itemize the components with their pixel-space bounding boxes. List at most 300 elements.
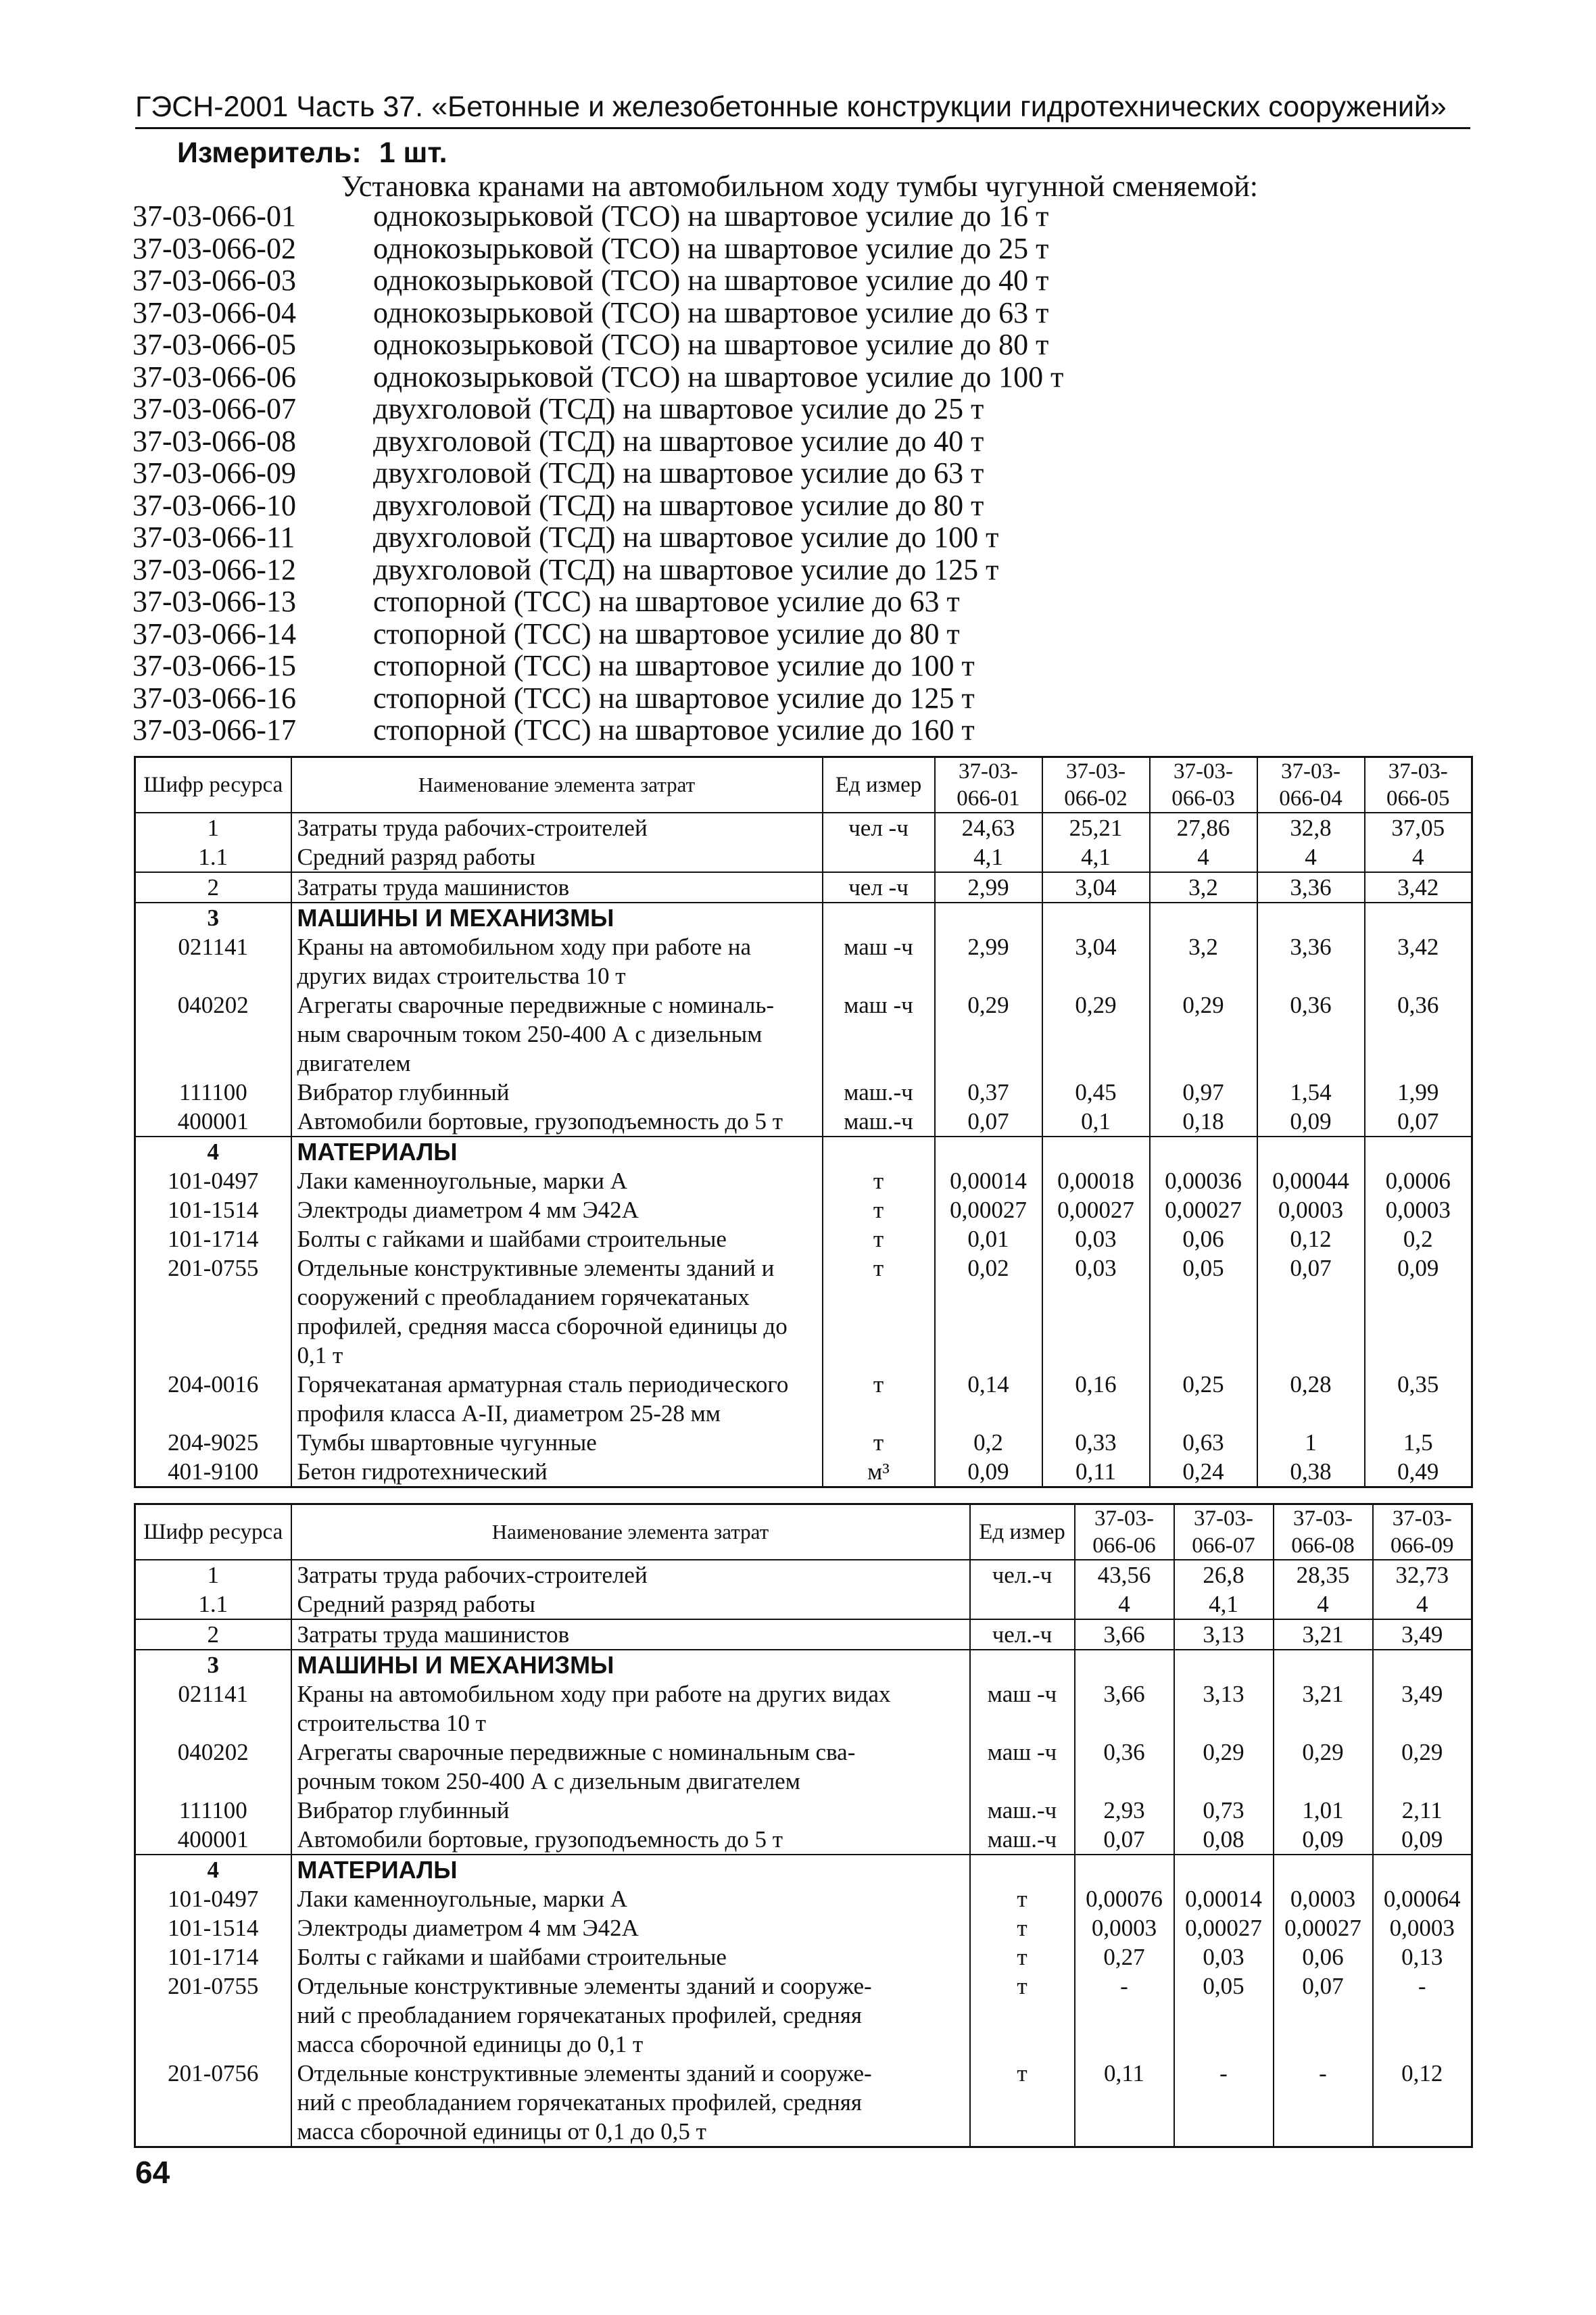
norm-value: 0,14 [935,1370,1042,1428]
work-code-row [132,586,1451,618]
work-description: однокозырьковой (ТСО) на швартовое усилие до 100 т [373,360,1064,393]
norm-value: 1,01 [1274,1796,1373,1825]
norm-value: 28,35 [1274,1560,1373,1590]
name-line: Лаки каменноугольные, марки А [297,1168,628,1194]
work-description: однокозырьковой (ТСО) на швартовое усилие до 80 т [373,328,1049,361]
norm-value: 3,2 [1150,932,1257,991]
norm-value: 4 [1365,842,1472,872]
work-description: двухголовой (ТСД) на швартовое усилие до 40 т [373,424,984,458]
norm-value [935,903,1042,932]
norm-value: 2,93 [1075,1796,1174,1825]
resource-row [135,842,1472,872]
norm-value [1274,1650,1373,1679]
resource-row [135,1619,1472,1650]
name-line: Горячекатаная арматурная сталь периодического [297,1371,789,1398]
resource-row [135,1796,1472,1825]
norm-value: 3,66 [1075,1619,1174,1650]
work-code-row [132,457,1451,490]
norm-value: 1,54 [1257,1078,1365,1107]
cost-element-name [291,1972,970,2059]
name-line: Агрегаты сварочные передвижные с номиналь- [297,992,775,1018]
header-norm-code-line: 37-03- [1066,759,1126,784]
norm-value [1042,1137,1150,1166]
unit-of-measure: т [823,1224,935,1254]
resource-code: 2 [135,1619,291,1650]
norm-value: 0,29 [935,991,1042,1078]
unit-of-measure: т [970,1884,1075,1913]
norm-value [1075,1650,1174,1679]
norm-value [1075,1855,1174,1884]
norm-value: 3,36 [1257,872,1365,903]
header-resource-code: Шифр ресурса [135,1504,291,1560]
norm-value: 0,03 [1042,1224,1150,1254]
norm-value: 0,29 [1042,991,1150,1078]
norm-value: 0,09 [935,1457,1042,1487]
norm-value [1373,1855,1472,1884]
resource-code: 400001 [135,1107,291,1137]
norm-value [1274,1855,1373,1884]
header-norm-code-line: 37-03- [1388,759,1448,784]
work-intro: Установка кранами на автомобильном ходу тумбы чугунной сменяемой: [341,170,1259,203]
norm-value: 4 [1150,842,1257,872]
norm-value: 0,29 [1274,1738,1373,1796]
name-line: Лаки каменноугольные, марки А [297,1886,628,1912]
header-cost-element: Наименование элемента затрат [291,757,823,813]
norm-value: 0,00044 [1257,1166,1365,1195]
resource-row [135,1078,1472,1107]
name-line: Отдельные конструктивные элементы зданий и сооруже- [297,1973,872,1999]
norm-value: 0,07 [935,1107,1042,1137]
work-code: 37-03-066-14 [132,617,296,650]
header-norm-code [935,757,1042,813]
cost-element-name [291,872,823,903]
norm-value [1174,1855,1274,1884]
name-line: Вибратор глубинный [297,1079,510,1105]
norm-value: 0,24 [1150,1457,1257,1487]
norm-value: 0,29 [1373,1738,1472,1796]
work-description: двухголовой (ТСД) на швартовое усилие до 25 т [373,392,984,425]
norm-value: 0,00014 [1174,1884,1274,1913]
work-code-row [132,425,1451,458]
work-code: 37-03-066-13 [132,585,296,618]
resource-row [135,1370,1472,1428]
resource-code: 204-9025 [135,1428,291,1457]
name-line: МАШИНЫ И МЕХАНИЗМЫ [297,1651,614,1679]
norm-value: 0,27 [1075,1942,1174,1972]
resource-row [135,1457,1472,1487]
norm-value: 0,12 [1373,2059,1472,2147]
work-description: однокозырьковой (ТСО) на швартовое усилие до 63 т [373,295,1049,329]
resource-row [135,1738,1472,1796]
norm-value: 24,63 [935,813,1042,842]
cost-element-name [291,1166,823,1195]
resource-row [135,1884,1472,1913]
cost-element-name [291,1738,970,1796]
norm-value: 27,86 [1150,813,1257,842]
work-code: 37-03-066-09 [132,456,296,490]
work-code: 37-03-066-03 [132,264,296,297]
name-line: Затраты труда рабочих-строителей [297,1562,648,1588]
unit-of-measure: маш -ч [970,1679,1075,1738]
name-line: Затраты труда рабочих-строителей [297,815,648,841]
unit-of-measure: чел.-ч [970,1560,1075,1590]
resource-code: 040202 [135,1738,291,1796]
norm-value: 0,01 [935,1224,1042,1254]
work-description: стопорной (ТСС) на швартовое усилие до 63 т [373,585,960,618]
section-row [135,1650,1472,1679]
work-code: 37-03-066-16 [132,681,296,715]
name-line: ний с преобладанием горячекатаных профилей, средняя [297,2002,862,2028]
norm-value: 0,05 [1174,1972,1274,2059]
work-description: стопорной (ТСС) на швартовое усилие до 125 т [373,681,975,715]
cost-element-name [291,2059,970,2147]
norm-value: 0,00014 [935,1166,1042,1195]
resource-row [135,1224,1472,1254]
name-line: Болты с гайками и шайбами строительные [297,1226,727,1252]
work-code: 37-03-066-02 [132,231,296,265]
norm-value: 37,05 [1365,813,1472,842]
norm-value [1365,903,1472,932]
unit-of-measure: т [970,1972,1075,2059]
measure-label: Измеритель: [177,137,362,169]
norm-value: 3,49 [1373,1679,1472,1738]
norm-value: 0,12 [1257,1224,1365,1254]
resource-row [135,872,1472,903]
measure-unit: 1 шт. [379,137,448,169]
norm-value: 0,0003 [1274,1884,1373,1913]
norm-value: 0,29 [1174,1738,1274,1796]
name-line: МАТЕРИАЛЫ [297,1138,458,1166]
norm-value: 0,33 [1042,1428,1150,1457]
header-norm-code-line: 37-03- [1293,1506,1353,1531]
resource-code: 021141 [135,932,291,991]
name-line: других видах строительства 10 т [297,963,626,989]
cost-element-name [291,991,823,1078]
cost-element-name [291,1884,970,1913]
work-description: однокозырьковой (ТСО) на швартовое усилие до 16 т [373,199,1049,233]
norm-value: 43,56 [1075,1560,1174,1590]
norm-value: 0,0003 [1365,1195,1472,1224]
cost-element-name [291,1254,823,1370]
name-line: Автомобили бортовые, грузоподъемность до 5 т [297,1108,783,1135]
resource-code: 201-0755 [135,1254,291,1370]
norm-value: 3,04 [1042,872,1150,903]
norm-value [1174,1650,1274,1679]
unit-of-measure [823,842,935,872]
work-code-row [132,521,1451,554]
resource-row [135,991,1472,1078]
norm-value: 0,00027 [935,1195,1042,1224]
norm-value: 2,99 [935,932,1042,991]
norm-value: 3,04 [1042,932,1150,991]
norm-value: 0,03 [1174,1942,1274,1972]
cost-element-name [291,1457,823,1487]
unit-of-measure: т [823,1195,935,1224]
norm-value [935,1137,1042,1166]
unit-of-measure: т [823,1370,935,1428]
work-code: 37-03-066-11 [132,521,295,554]
norm-value: 0,11 [1075,2059,1174,2147]
work-code: 37-03-066-10 [132,488,296,522]
norm-value: 2,99 [935,872,1042,903]
name-line: Автомобили бортовые, грузоподъемность до 5 т [297,1826,783,1853]
header-unit: Ед измер [823,757,935,813]
norm-value [1373,1650,1472,1679]
unit-of-measure [823,1137,935,1166]
resource-code: 101-0497 [135,1884,291,1913]
resource-code: 400001 [135,1825,291,1855]
norm-value: 0,00036 [1150,1166,1257,1195]
work-code: 37-03-066-08 [132,424,296,458]
header-norm-code-line: 066-09 [1391,1533,1454,1558]
unit-of-measure: маш -ч [823,932,935,991]
cost-element-name [291,1825,970,1855]
name-line: профиля класса А-II, диаметром 25-28 мм [297,1400,721,1427]
work-description: однокозырьковой (ТСО) на швартовое усилие до 40 т [373,264,1049,297]
header-norm-code-line: 37-03- [1194,1506,1253,1531]
norm-value: 0,36 [1075,1738,1174,1796]
resource-code: 1 [135,813,291,842]
norm-value: 3,21 [1274,1619,1373,1650]
cost-element-name [291,1107,823,1137]
resource-table-1 [134,756,1473,1488]
work-code: 37-03-066-17 [132,713,296,746]
norm-value: 0,00018 [1042,1166,1150,1195]
resource-row [135,1166,1472,1195]
work-code-row [132,200,1451,233]
work-code: 37-03-066-04 [132,295,296,329]
work-description: стопорной (ТСС) на швартовое усилие до 160 т [373,713,975,746]
header-norm-code [1274,1504,1373,1560]
unit-of-measure: т [823,1166,935,1195]
norm-value: 0,09 [1365,1254,1472,1370]
norm-value: 3,13 [1174,1679,1274,1738]
norm-value: 4 [1075,1590,1174,1619]
norm-value: 0,73 [1174,1796,1274,1825]
unit-of-measure: т [970,1913,1075,1942]
resource-code: 101-0497 [135,1166,291,1195]
norm-value: - [1075,1972,1174,2059]
resource-code: 1.1 [135,842,291,872]
cost-element-name [291,1942,970,1972]
name-line: Болты с гайками и шайбами строительные [297,1944,727,1970]
resource-code: 101-1514 [135,1195,291,1224]
name-line: Агрегаты сварочные передвижные с номинальным сва- [297,1739,856,1765]
norm-value: 0,06 [1150,1224,1257,1254]
resource-code: 3 [135,1650,291,1679]
unit-of-measure: чел -ч [823,813,935,842]
resource-table-2 [134,1503,1473,2148]
measure-line [177,135,448,170]
unit-of-measure: м³ [823,1457,935,1487]
cost-element-name [291,1590,970,1619]
norm-value: 3,2 [1150,872,1257,903]
resource-row [135,1254,1472,1370]
header-unit: Ед измер [970,1504,1075,1560]
norm-value: 0,00027 [1042,1195,1150,1224]
resource-code: 1 [135,1560,291,1590]
norm-value: 1,5 [1365,1428,1472,1457]
norm-value [1257,1137,1365,1166]
work-code-row [132,682,1451,715]
norm-value: 2,11 [1373,1796,1472,1825]
header-norm-code-line: 37-03- [1392,1506,1452,1531]
work-description: двухголовой (ТСД) на швартовое усилие до 80 т [373,488,984,522]
unit-of-measure [970,1650,1075,1679]
header-norm-code-line: 066-08 [1291,1533,1355,1558]
unit-of-measure: т [970,1942,1075,1972]
norm-value: 0,09 [1373,1825,1472,1855]
resource-code: 204-0016 [135,1370,291,1428]
name-line: МАШИНЫ И МЕХАНИЗМЫ [297,904,614,932]
norm-value [1365,1137,1472,1166]
section-title [291,1137,823,1166]
norm-value: 0,16 [1042,1370,1150,1428]
page-number: 64 [135,2155,170,2190]
resource-code: 4 [135,1137,291,1166]
work-code-row [132,650,1451,682]
norm-value: 0,0003 [1257,1195,1365,1224]
norm-value: 0,0006 [1365,1166,1472,1195]
work-code-row [132,361,1451,393]
work-code-row [132,297,1451,329]
work-code: 37-03-066-12 [132,552,296,586]
norm-value: 0,13 [1373,1942,1472,1972]
norm-value: 0,06 [1274,1942,1373,1972]
unit-of-measure [970,1855,1075,1884]
header-norm-code [1042,757,1150,813]
norm-value: 0,00027 [1150,1195,1257,1224]
header-norm-code [1075,1504,1174,1560]
norm-value: - [1174,2059,1274,2147]
norm-value [1042,903,1150,932]
norm-value: 0,07 [1075,1825,1174,1855]
norm-value: 0,00027 [1174,1913,1274,1942]
work-code-row [132,329,1451,361]
norm-value: 0,36 [1257,991,1365,1078]
name-line: строительства 10 т [297,1710,486,1736]
work-description: стопорной (ТСС) на швартовое усилие до 100 т [373,649,975,682]
name-line: Средний разряд работы [297,1591,535,1617]
work-description: однокозырьковой (ТСО) на швартовое усилие до 25 т [373,231,1049,265]
header-norm-code-line: 37-03- [1281,759,1340,784]
resource-code: 111100 [135,1796,291,1825]
unit-of-measure: маш.-ч [823,1107,935,1137]
cost-element-name [291,1195,823,1224]
work-code-row [132,233,1451,265]
resource-code: 201-0756 [135,2059,291,2147]
header-norm-code-line: 066-07 [1192,1533,1255,1558]
norm-value: 0,07 [1257,1254,1365,1370]
resource-code: 1.1 [135,1590,291,1619]
cost-element-name [291,1078,823,1107]
cost-element-name [291,1560,970,1590]
norm-value: 0,45 [1042,1078,1150,1107]
header-norm-code-line: 066-03 [1171,786,1235,811]
resource-row [135,1679,1472,1738]
norm-value: 32,73 [1373,1560,1472,1590]
norm-value: 0,00027 [1274,1913,1373,1942]
section-title [291,1650,970,1679]
unit-of-measure: т [823,1428,935,1457]
resource-row [135,1560,1472,1590]
work-description: стопорной (ТСС) на швартовое усилие до 80 т [373,617,960,650]
norm-value: 0,11 [1042,1457,1150,1487]
header-norm-code-line: 066-04 [1279,786,1343,811]
header-norm-code [1150,757,1257,813]
norm-value: 4 [1274,1590,1373,1619]
resource-row [135,1428,1472,1457]
cost-element-name [291,932,823,991]
resource-code: 3 [135,903,291,932]
name-line: Затраты труда машинистов [297,874,570,901]
resource-code: 101-1714 [135,1224,291,1254]
norm-value: 25,21 [1042,813,1150,842]
resource-code: 101-1514 [135,1913,291,1942]
section-row [135,1855,1472,1884]
header-norm-code-line: 37-03- [1094,1506,1154,1531]
norm-value: 3,13 [1174,1619,1274,1650]
norm-value: 0,2 [935,1428,1042,1457]
name-line: МАТЕРИАЛЫ [297,1856,458,1884]
norm-value: 0,02 [935,1254,1042,1370]
header-norm-code [1373,1504,1472,1560]
norm-value: 0,09 [1274,1825,1373,1855]
cost-element-name [291,1428,823,1457]
resource-row [135,2059,1472,2147]
section-row [135,1137,1472,1166]
unit-of-measure: т [823,1254,935,1370]
name-line: Вибратор глубинный [297,1797,510,1823]
name-line: Затраты труда машинистов [297,1621,570,1648]
norm-value: 0,38 [1257,1457,1365,1487]
norm-value: 1,99 [1365,1078,1472,1107]
resource-code: 021141 [135,1679,291,1738]
resource-row [135,1825,1472,1855]
name-line: рочным током 250-400 А с дизельным двигателем [297,1768,800,1794]
resource-row [135,1942,1472,1972]
section-row [135,903,1472,932]
norm-value: 32,8 [1257,813,1365,842]
norm-value: 0,49 [1365,1457,1472,1487]
work-code-row [132,393,1451,425]
unit-of-measure [970,1590,1075,1619]
norm-value: 4 [1257,842,1365,872]
name-line: масса сборочной единицы до 0,1 т [297,2031,644,2057]
norm-value: 0,07 [1274,1972,1373,2059]
cost-element-name [291,1913,970,1942]
norm-value: 3,66 [1075,1679,1174,1738]
header-norm-code-line: 066-02 [1064,786,1128,811]
name-line: Краны на автомобильном ходу при работе на других видах [297,1681,891,1707]
norm-value: 0,08 [1174,1825,1274,1855]
name-line: Отдельные конструктивные элементы зданий и [297,1255,775,1281]
norm-value: 0,25 [1150,1370,1257,1428]
header-resource-code: Шифр ресурса [135,757,291,813]
name-line: Электроды диаметром 4 мм Э42А [297,1915,639,1941]
header-norm-code [1365,757,1472,813]
cost-element-name [291,1370,823,1428]
norm-value: 4 [1373,1590,1472,1619]
resource-code: 201-0755 [135,1972,291,2059]
work-code-list [132,200,1451,746]
name-line: Тумбы швартовные чугунные [297,1429,597,1456]
work-code-row [132,714,1451,746]
resource-code: 111100 [135,1078,291,1107]
header-norm-code [1257,757,1365,813]
resource-row [135,813,1472,842]
resource-row [135,1590,1472,1619]
